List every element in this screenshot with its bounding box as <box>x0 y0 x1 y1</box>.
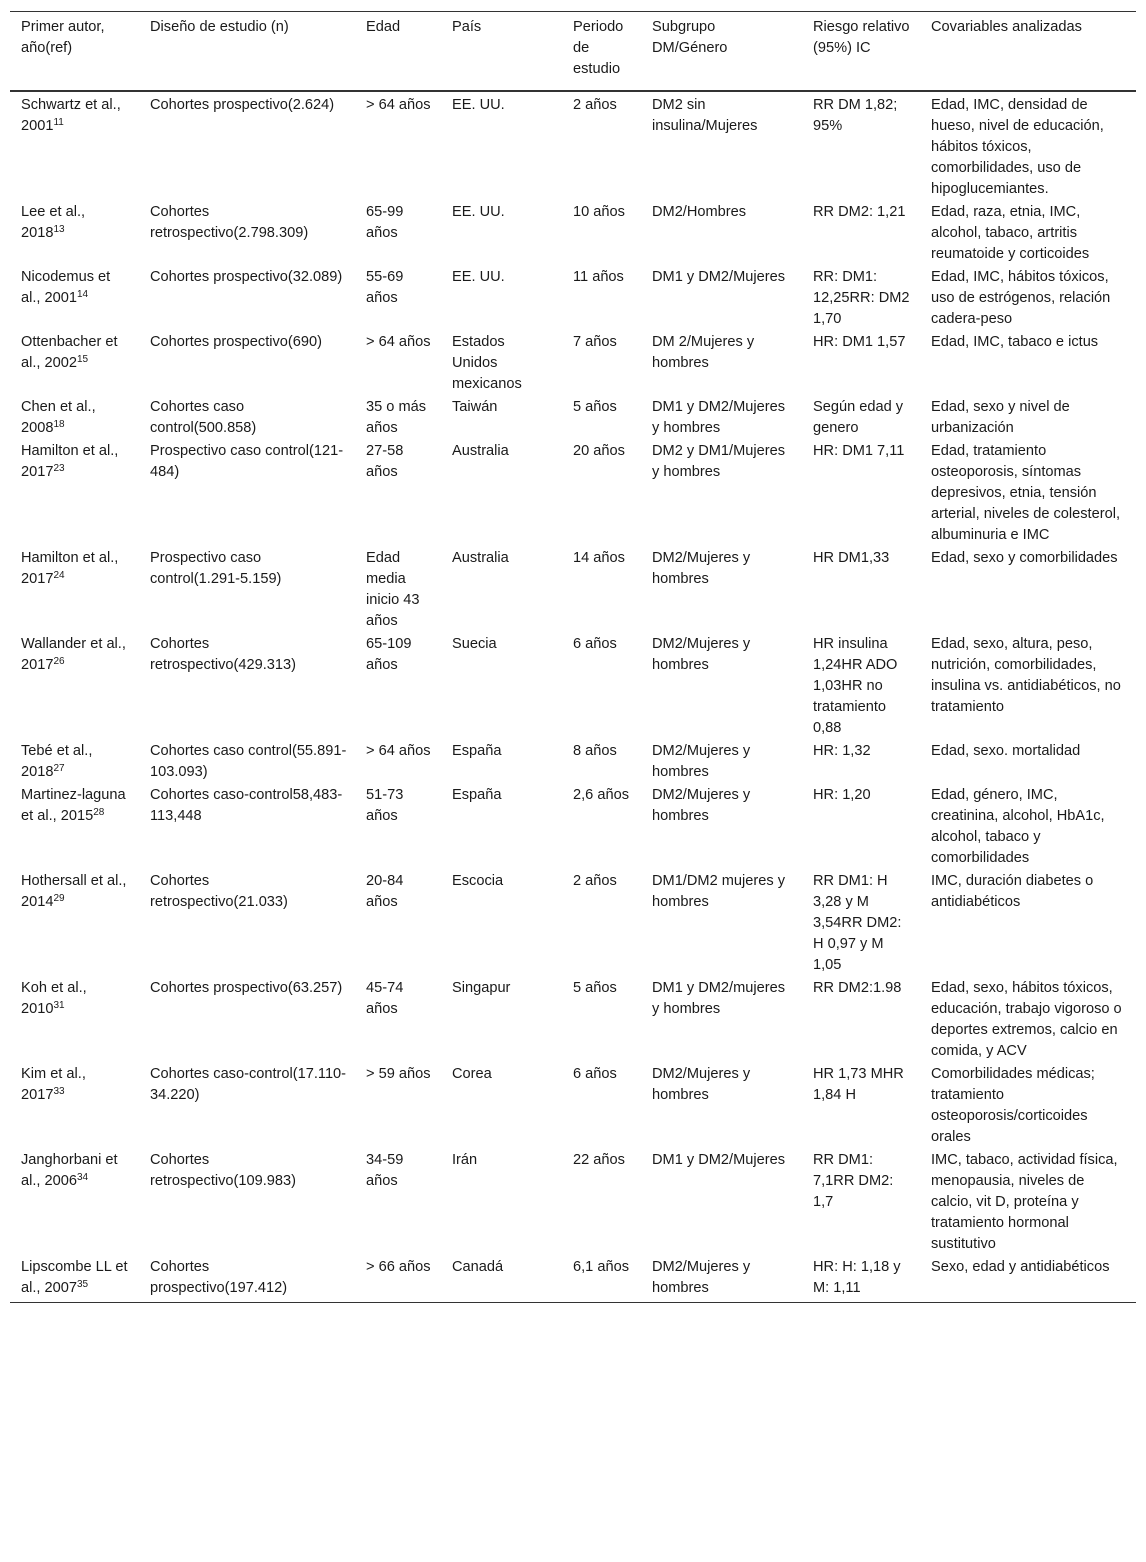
author-cell <box>10 201 139 266</box>
risk-cell <box>802 440 920 547</box>
design-text: Cohortes retrospectivo(21.033) <box>150 873 288 910</box>
design-text: Cohortes prospectivo(32.089) <box>150 269 343 285</box>
covariates-text: Edad, IMC, densidad de hueso, nivel de educación, hábitos tóxicos, comorbilidades, uso de hipoglucemiantes. <box>931 97 1104 197</box>
design-text: Cohortes retrospectivo(2.798.309) <box>150 204 309 241</box>
design-cell <box>139 1256 355 1303</box>
covariates-cell <box>920 870 1136 977</box>
design-cell <box>139 977 355 1063</box>
period-cell <box>562 266 641 331</box>
design-cell <box>139 547 355 633</box>
table-row <box>10 91 1136 201</box>
risk-text: HR insulina 1,24HR ADO 1,03HR no tratamiento 0,88 <box>813 636 898 736</box>
risk-text: RR DM 1,82; 95% <box>813 97 898 134</box>
age-text: 45-74 años <box>366 980 404 1017</box>
table-row <box>10 740 1136 784</box>
risk-text: RR DM1: 7,1RR DM2: 1,7 <box>813 1152 894 1210</box>
covariates-text: Sexo, edad y antidiabéticos <box>931 1259 1110 1275</box>
author-name: Nicodemus et al., 2001 <box>21 269 111 306</box>
subgroup-text: DM2 y DM1/Mujeres y hombres <box>652 443 785 480</box>
risk-cell <box>802 784 920 870</box>
subgroup-text: DM2/Mujeres y hombres <box>652 743 751 780</box>
design-cell <box>139 331 355 396</box>
subgroup-text: DM1 y DM2/Mujeres <box>652 269 785 285</box>
covariates-cell <box>920 91 1136 201</box>
covariates-text: Edad, sexo y comorbilidades <box>931 550 1118 566</box>
risk-text: RR: DM1: 12,25RR: DM2 1,70 <box>813 269 910 327</box>
author-cell <box>10 977 139 1063</box>
period-cell <box>562 547 641 633</box>
design-cell <box>139 266 355 331</box>
author-name: Ottenbacher et al., 2002 <box>21 334 118 371</box>
subgroup-text: DM2/Mujeres y hombres <box>652 1066 751 1103</box>
risk-cell <box>802 266 920 331</box>
design-text: Cohortes retrospectivo(429.313) <box>150 636 297 673</box>
covariates-text: Edad, sexo. mortalidad <box>931 743 1081 759</box>
age-cell <box>355 201 441 266</box>
design-text: Cohortes caso-control58,483-113,448 <box>150 787 343 824</box>
design-text: Cohortes caso control(55.891-103.093) <box>150 743 347 780</box>
author-name: Lee et al., 2018 <box>21 204 86 241</box>
subgroup-text: DM1 y DM2/mujeres y hombres <box>652 980 785 1017</box>
author-name: Kim et al., 2017 <box>21 1066 86 1103</box>
country-text: Australia <box>452 550 509 566</box>
risk-cell <box>802 740 920 784</box>
risk-text: HR: H: 1,18 y M: 1,11 <box>813 1259 901 1296</box>
age-cell <box>355 1063 441 1149</box>
column-header: Subgrupo DM/Género <box>652 19 728 56</box>
risk-cell <box>802 1063 920 1149</box>
period-text: 8 años <box>573 743 617 759</box>
table-row <box>10 1063 1136 1149</box>
country-cell <box>441 547 562 633</box>
period-text: 7 años <box>573 334 617 350</box>
covariates-text: Edad, IMC, tabaco e ictus <box>931 334 1099 350</box>
header-row <box>10 12 1136 92</box>
design-text: Cohortes prospectivo(690) <box>150 334 322 350</box>
studies-table-container <box>10 11 1136 1303</box>
author-name: Janghorbani et al., 2006 <box>21 1152 118 1189</box>
design-cell <box>139 440 355 547</box>
column-header: Periodo de estudio <box>573 19 624 77</box>
covariates-cell <box>920 633 1136 740</box>
period-cell <box>562 633 641 740</box>
age-text: > 64 años <box>366 97 431 113</box>
table-row <box>10 547 1136 633</box>
risk-cell <box>802 870 920 977</box>
column-header: Edad <box>366 19 401 35</box>
covariates-text: Edad, sexo y nivel de urbanización <box>931 399 1070 436</box>
risk-text: HR DM1,33 <box>813 550 890 566</box>
period-text: 6,1 años <box>573 1259 629 1275</box>
period-text: 14 años <box>573 550 625 566</box>
design-cell <box>139 870 355 977</box>
covariates-cell <box>920 396 1136 440</box>
risk-cell <box>802 331 920 396</box>
reference-number: 26 <box>53 656 65 667</box>
subgroup-text: DM2/Mujeres y hombres <box>652 1259 751 1296</box>
subgroup-cell <box>641 331 802 396</box>
country-cell <box>441 1063 562 1149</box>
age-text: > 66 años <box>366 1259 431 1275</box>
country-text: Estados Unidos mexicanos <box>452 334 522 392</box>
column-header: Riesgo relativo (95%) IC <box>813 19 910 56</box>
period-text: 2 años <box>573 873 617 889</box>
author-cell <box>10 784 139 870</box>
risk-cell <box>802 1149 920 1256</box>
country-text: EE. UU. <box>452 204 505 220</box>
reference-number: 11 <box>53 117 64 128</box>
country-text: Corea <box>452 1066 492 1082</box>
design-cell <box>139 740 355 784</box>
author-name: Koh et al., 2010 <box>21 980 87 1017</box>
subgroup-text: DM2/Mujeres y hombres <box>652 787 751 824</box>
age-cell <box>355 331 441 396</box>
covariates-text: Edad, tratamiento osteoporosis, síntomas depresivos, etnia, tensión arterial, niveles de colesterol, albuminuria e IMC <box>931 443 1120 543</box>
author-cell <box>10 440 139 547</box>
subgroup-cell <box>641 633 802 740</box>
reference-number: 33 <box>53 1086 65 1097</box>
reference-number: 34 <box>77 1172 89 1183</box>
country-text: Canadá <box>452 1259 504 1275</box>
country-cell <box>441 784 562 870</box>
covariates-cell <box>920 440 1136 547</box>
age-text: 65-109 años <box>366 636 412 673</box>
period-text: 22 años <box>573 1152 625 1168</box>
design-cell <box>139 91 355 201</box>
country-text: EE. UU. <box>452 97 505 113</box>
design-text: Cohortes prospectivo(197.412) <box>150 1259 288 1296</box>
subgroup-text: DM 2/Mujeres y hombres <box>652 334 755 371</box>
table-row <box>10 331 1136 396</box>
age-cell <box>355 784 441 870</box>
author-cell <box>10 870 139 977</box>
period-cell <box>562 396 641 440</box>
country-cell <box>441 633 562 740</box>
age-cell <box>355 266 441 331</box>
author-cell <box>10 1149 139 1256</box>
subgroup-text: DM2/Hombres <box>652 204 747 220</box>
covariates-text: IMC, duración diabetes o antidiabéticos <box>931 873 1094 910</box>
reference-number: 15 <box>77 354 89 365</box>
table-row <box>10 870 1136 977</box>
country-cell <box>441 396 562 440</box>
subgroup-cell <box>641 91 802 201</box>
period-text: 2,6 años <box>573 787 629 803</box>
age-cell <box>355 1256 441 1303</box>
subgroup-cell <box>641 440 802 547</box>
period-text: 6 años <box>573 1066 617 1082</box>
age-text: 27-58 años <box>366 443 404 480</box>
age-cell <box>355 870 441 977</box>
age-cell <box>355 977 441 1063</box>
column-header: Diseño de estudio (n) <box>150 19 289 35</box>
period-cell <box>562 91 641 201</box>
period-text: 5 años <box>573 980 617 996</box>
design-cell <box>139 633 355 740</box>
risk-text: RR DM2: 1,21 <box>813 204 906 220</box>
country-cell <box>441 1256 562 1303</box>
country-cell <box>441 266 562 331</box>
country-text: Irán <box>452 1152 478 1168</box>
covariates-cell <box>920 1149 1136 1256</box>
author-cell <box>10 396 139 440</box>
design-text: Cohortes caso control(500.858) <box>150 399 257 436</box>
country-cell <box>441 331 562 396</box>
period-text: 2 años <box>573 97 617 113</box>
design-cell <box>139 396 355 440</box>
covariates-text: Edad, raza, etnia, IMC, alcohol, tabaco, artritis reumatoide y corticoides <box>931 204 1090 262</box>
table-row <box>10 1256 1136 1303</box>
age-text: 20-84 años <box>366 873 404 910</box>
covariates-text: Edad, género, IMC, creatinina, alcohol, HbA1c, alcohol, tabaco y comorbilidades <box>931 787 1105 866</box>
subgroup-text: DM1 y DM2/Mujeres <box>652 1152 785 1168</box>
table-row <box>10 440 1136 547</box>
reference-number: 13 <box>53 224 65 235</box>
risk-cell <box>802 91 920 201</box>
country-cell <box>441 91 562 201</box>
author-name: Wallander et al., 2017 <box>21 636 126 673</box>
subgroup-text: DM2 sin insulina/Mujeres <box>652 97 758 134</box>
table-row <box>10 1149 1136 1256</box>
period-text: 11 años <box>573 269 624 285</box>
covariates-cell <box>920 977 1136 1063</box>
reference-number: 27 <box>53 763 65 774</box>
subgroup-cell <box>641 977 802 1063</box>
age-text: > 64 años <box>366 743 431 759</box>
author-name: Martinez-laguna et al., 2015 <box>21 787 126 824</box>
reference-number: 29 <box>53 893 65 904</box>
column-header: Covariables analizadas <box>931 19 1082 35</box>
table-row <box>10 396 1136 440</box>
design-text: Cohortes caso-control(17.110-34.220) <box>150 1066 347 1103</box>
subgroup-text: DM2/Mujeres y hombres <box>652 636 751 673</box>
age-text: > 64 años <box>366 334 431 350</box>
table-body <box>10 91 1136 1303</box>
period-text: 6 años <box>573 636 617 652</box>
table-row <box>10 977 1136 1063</box>
subgroup-cell <box>641 740 802 784</box>
country-text: Escocia <box>452 873 504 889</box>
reference-number: 18 <box>53 419 65 430</box>
subgroup-cell <box>641 396 802 440</box>
subgroup-cell <box>641 1063 802 1149</box>
period-cell <box>562 1063 641 1149</box>
period-cell <box>562 1149 641 1256</box>
column-header: País <box>452 19 482 35</box>
subgroup-cell <box>641 547 802 633</box>
design-text: Cohortes retrospectivo(109.983) <box>150 1152 297 1189</box>
column-header: Primer autor, año(ref) <box>21 19 105 56</box>
covariates-text: Edad, sexo, hábitos tóxicos, educación, trabajo vigoroso o deportes extremos, calcio en comida, y ACV <box>931 980 1122 1059</box>
author-cell <box>10 266 139 331</box>
risk-text: RR DM1: H 3,28 y M 3,54RR DM2: H 0,97 y M 1,05 <box>813 873 902 973</box>
period-cell <box>562 870 641 977</box>
covariates-cell <box>920 331 1136 396</box>
subgroup-cell <box>641 784 802 870</box>
risk-text: Según edad y genero <box>813 399 904 436</box>
risk-text: HR: DM1 7,11 <box>813 443 905 459</box>
author-cell <box>10 1256 139 1303</box>
subgroup-cell <box>641 201 802 266</box>
risk-text: HR 1,73 MHR 1,84 H <box>813 1066 904 1103</box>
period-cell <box>562 440 641 547</box>
author-cell <box>10 740 139 784</box>
design-cell <box>139 1063 355 1149</box>
period-cell <box>562 740 641 784</box>
author-cell <box>10 1063 139 1149</box>
risk-text: HR: 1,20 <box>813 787 871 803</box>
studies-table <box>10 11 1136 1303</box>
risk-cell <box>802 977 920 1063</box>
country-cell <box>441 740 562 784</box>
age-text: 34-59 años <box>366 1152 404 1189</box>
age-text: 35 o más años <box>366 399 427 436</box>
author-name: Lipscombe LL et al., 2007 <box>21 1259 128 1296</box>
subgroup-cell <box>641 1149 802 1256</box>
age-cell <box>355 547 441 633</box>
covariates-text: Comorbilidades médicas; tratamiento osteoporosis/corticoides orales <box>931 1066 1095 1145</box>
covariates-cell <box>920 547 1136 633</box>
covariates-cell <box>920 266 1136 331</box>
author-name: Schwartz et al., 2001 <box>21 97 121 134</box>
subgroup-cell <box>641 870 802 977</box>
country-text: EE. UU. <box>452 269 505 285</box>
country-cell <box>441 870 562 977</box>
design-cell <box>139 784 355 870</box>
table-row <box>10 633 1136 740</box>
age-cell <box>355 1149 441 1256</box>
design-text: Prospectivo caso control(1.291-5.159) <box>150 550 282 587</box>
covariates-cell <box>920 1063 1136 1149</box>
age-cell <box>355 440 441 547</box>
design-text: Cohortes prospectivo(63.257) <box>150 980 343 996</box>
covariates-text: Edad, IMC, hábitos tóxicos, uso de estrógenos, relación cadera-peso <box>931 269 1111 327</box>
subgroup-cell <box>641 266 802 331</box>
risk-cell <box>802 201 920 266</box>
period-text: 20 años <box>573 443 625 459</box>
risk-cell <box>802 1256 920 1303</box>
period-text: 5 años <box>573 399 617 415</box>
period-cell <box>562 1256 641 1303</box>
risk-cell <box>802 396 920 440</box>
table-header <box>10 12 1136 92</box>
age-cell <box>355 396 441 440</box>
covariates-text: IMC, tabaco, actividad física, menopausia, niveles de calcio, vit D, proteína y tratamiento hormonal sustitutivo <box>931 1152 1118 1252</box>
risk-text: RR DM2:1.98 <box>813 980 902 996</box>
reference-number: 23 <box>53 463 65 474</box>
reference-number: 28 <box>93 807 105 818</box>
covariates-cell <box>920 201 1136 266</box>
age-text: 55-69 años <box>366 269 404 306</box>
design-cell <box>139 201 355 266</box>
country-text: Singapur <box>452 980 511 996</box>
table-row <box>10 266 1136 331</box>
period-text: 10 años <box>573 204 625 220</box>
covariates-cell <box>920 740 1136 784</box>
period-cell <box>562 331 641 396</box>
risk-cell <box>802 633 920 740</box>
author-name: Hothersall et al., 2014 <box>21 873 127 910</box>
design-text: Prospectivo caso control(121-484) <box>150 443 344 480</box>
author-name: Tebé et al., 2018 <box>21 743 93 780</box>
table-row <box>10 201 1136 266</box>
author-name: Hamilton et al., 2017 <box>21 443 119 480</box>
risk-text: HR: 1,32 <box>813 743 871 759</box>
age-text: 65-99 años <box>366 204 404 241</box>
design-text: Cohortes prospectivo(2.624) <box>150 97 335 113</box>
country-text: España <box>452 743 502 759</box>
country-cell <box>441 201 562 266</box>
country-text: España <box>452 787 502 803</box>
risk-cell <box>802 547 920 633</box>
risk-text: HR: DM1 1,57 <box>813 334 906 350</box>
author-cell <box>10 331 139 396</box>
reference-number: 14 <box>77 289 89 300</box>
period-cell <box>562 977 641 1063</box>
author-name: Hamilton et al., 2017 <box>21 550 119 587</box>
covariates-cell <box>920 1256 1136 1303</box>
age-cell <box>355 633 441 740</box>
covariates-text: Edad, sexo, altura, peso, nutrición, comorbilidades, insulina vs. antidiabéticos, no tratamiento <box>931 636 1121 715</box>
subgroup-cell <box>641 1256 802 1303</box>
period-cell <box>562 784 641 870</box>
author-cell <box>10 547 139 633</box>
author-cell <box>10 633 139 740</box>
author-name: Chen et al., 2008 <box>21 399 96 436</box>
design-cell <box>139 1149 355 1256</box>
country-cell <box>441 977 562 1063</box>
age-text: Edad media inicio 43 años <box>366 550 420 629</box>
covariates-cell <box>920 784 1136 870</box>
age-text: > 59 años <box>366 1066 431 1082</box>
age-cell <box>355 740 441 784</box>
country-text: Taiwán <box>452 399 498 415</box>
reference-number: 31 <box>53 1000 65 1011</box>
reference-number: 35 <box>77 1279 89 1290</box>
country-text: Australia <box>452 443 509 459</box>
table-row <box>10 784 1136 870</box>
subgroup-text: DM1/DM2 mujeres y hombres <box>652 873 785 910</box>
period-cell <box>562 201 641 266</box>
country-cell <box>441 1149 562 1256</box>
country-cell <box>441 440 562 547</box>
country-text: Suecia <box>452 636 497 652</box>
age-text: 51-73 años <box>366 787 404 824</box>
subgroup-text: DM2/Mujeres y hombres <box>652 550 751 587</box>
age-cell <box>355 91 441 201</box>
author-cell <box>10 91 139 201</box>
reference-number: 24 <box>53 570 65 581</box>
subgroup-text: DM1 y DM2/Mujeres y hombres <box>652 399 785 436</box>
